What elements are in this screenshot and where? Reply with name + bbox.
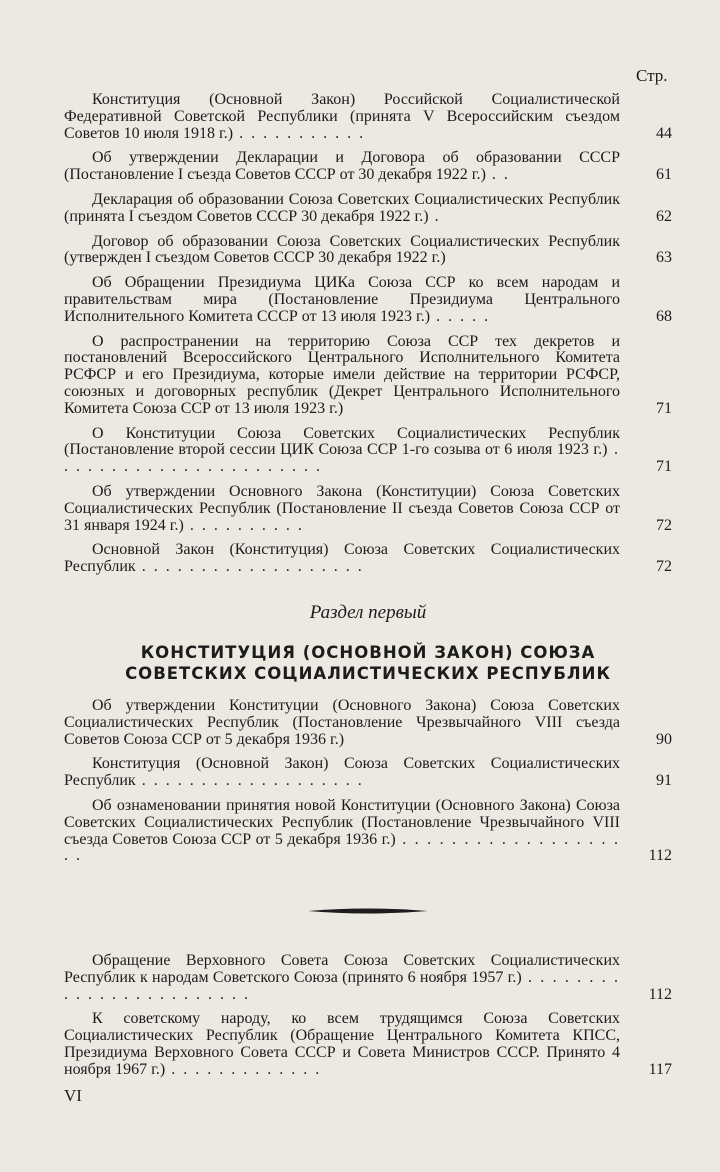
toc-entry — [64, 234, 672, 268]
toc-entry-title-text: О распространении на территорию Союза ССР тех декретов и постановлений Всероссийского Центрального Исполнительного Комитета РСФСР и его Президиума, которые имели действие на территории РСФСР, союзных и договорных республик (Декрет Центрального Исполнительного Комитета Союза ССР от 13 июля 1923 г.) — [64, 332, 620, 417]
toc-leader-dots: . . . . . . . . . . . . . . . . . . . . — [64, 830, 621, 865]
toc-entry-title-text: Основной Закон (Конституция) Союза Советских Социалистических Республик — [64, 541, 620, 576]
section-heading-line-2: СОВЕТСКИХ СОЦИАЛИСТИЧЕСКИХ РЕСПУБЛИК — [125, 663, 611, 683]
toc-entry-title — [64, 756, 672, 790]
toc-entry-page-number: 72 — [656, 516, 672, 534]
ornament-divider-icon — [308, 905, 428, 917]
section-label: Раздел первый — [309, 601, 427, 623]
toc-leader-dots: . . . . . . . . . . . . . . . . . . . — [135, 772, 364, 790]
section-heading — [64, 642, 672, 684]
toc-entry-title — [64, 234, 672, 268]
toc-entry — [64, 426, 672, 476]
toc-group-appendix — [64, 953, 672, 1079]
toc-leader-dots: . . . . . . . . . . . . . — [165, 1060, 322, 1078]
toc-entry-title-text: Конституция (Основной Закон) Российской Социалистической Федеративной Советской Республики (принята V Всероссийским съездом Советов 10 июля 1918 г.) — [64, 91, 620, 142]
toc-entry-title — [64, 192, 672, 226]
toc-entry-page-number: 91 — [656, 772, 672, 790]
toc-entry-title-text: Конституция (Основной Закон) Союза Советских Социалистических Республик — [64, 755, 620, 790]
table-of-contents — [64, 92, 672, 1087]
toc-entry-title-text: К советскому народу, ко всем трудящимся Союза Советских Социалистических Республик (Обращение Центрального Комитета КПСС, Президиума Верховного Совета СССР и Совета Министров СССР. Принято 4 ноября 1967 г.) — [64, 1010, 620, 1078]
toc-entry — [64, 953, 672, 1003]
toc-entry — [64, 275, 672, 325]
toc-entry-title — [64, 334, 672, 418]
toc-entry-title — [64, 953, 672, 1003]
toc-entry — [64, 756, 672, 790]
toc-entry — [64, 192, 672, 226]
toc-leader-dots: . — [428, 207, 441, 225]
toc-entry-title — [64, 484, 672, 534]
toc-entry-title-text: Договор об образовании Союза Советских Социалистических Республик (утвержден I съездом Советов СССР 30 декабря 1922 г.) — [64, 232, 620, 267]
toc-entry-page-number: 62 — [656, 207, 672, 225]
toc-entry-title-text: Об Обращении Президиума ЦИКа Союза ССР ко всем народам и правительствам мира (Постановление Президиума Центрального Исполнительного Комитета СССР от 13 июля 1923 г.) — [64, 274, 620, 325]
toc-entry-page-number: 117 — [648, 1060, 672, 1078]
toc-entry-title — [64, 542, 672, 576]
toc-leader-dots: . . . . . . . . . . — [183, 516, 304, 534]
toc-entry-title — [64, 426, 672, 476]
toc-leader-dots: . . . . . . . . . . . . . . . . . . . — [135, 558, 364, 576]
toc-entry-page-number: 71 — [656, 399, 672, 417]
toc-leader-dots: . . . . . . . . . . . . . . . . . . . . . . . — [64, 441, 621, 476]
toc-entry-title-text: Об утверждении Конституции (Основного Закона) Союза Советских Социалистических Республик (Постановление Чрезвычайного VIII съезда Советов Союза ССР от 5 декабря 1936 г.) — [64, 696, 620, 748]
toc-entry — [64, 698, 672, 748]
toc-entry-title-text: Об утверждении Основного Закона (Конституции) Союза Советских Социалистических Республик (Постановление II съезда Советов Союза ССР от 31 января 1924 г.) — [64, 482, 620, 534]
toc-leader-dots: . . . . . — [430, 307, 491, 325]
toc-entry-page-number: 90 — [656, 730, 672, 748]
toc-leader-dots: . . . . . . . . . . . . . . . . . . . . . . . . — [64, 968, 621, 1003]
toc-entry-title-text: Об ознаменовании принятия новой Конституции (Основного Закона) Союза Советских Социалистических Республик (Постановление Чрезвычайного VIII съезда Советов Союза ССР от 5 декабря 1936 г.) — [64, 796, 620, 848]
page-folio: VI — [64, 1086, 82, 1105]
toc-entry-page-number: 112 — [648, 847, 672, 865]
toc-entry-title-text: О Конституции Союза Советских Социалистических Республик (Постановление второй сессии ЦИК Союза ССР 1-го созыва от 6 июля 1923 г.) — [64, 424, 620, 459]
toc-entry-title — [64, 1011, 672, 1078]
toc-entry-page-number: 68 — [656, 307, 672, 325]
toc-entry-page-number: 112 — [648, 985, 672, 1003]
toc-leader-dots: . . . . . . . . . . . — [233, 124, 366, 142]
toc-entry — [64, 150, 672, 184]
toc-entry-page-number: 63 — [656, 249, 672, 267]
toc-entry-title-text: Обращение Верховного Совета Союза Советских Социалистических Республик к народам Советского Союза (принято 6 ноября 1957 г.) — [64, 952, 620, 986]
toc-group-section-one — [64, 698, 672, 865]
toc-entry-title — [64, 275, 672, 325]
toc-entry — [64, 484, 672, 534]
section-heading-line-1: КОНСТИТУЦИЯ (ОСНОВНОЙ ЗАКОН) СОЮЗА — [140, 642, 596, 662]
toc-entry-title — [64, 798, 672, 865]
toc-entry-title-text: Об утверждении Декларации и Договора об образовании СССР (Постановление I съезда Советов СССР от 30 декабря 1922 г.) — [64, 149, 620, 184]
toc-entry — [64, 92, 672, 142]
toc-group-intro — [64, 92, 672, 576]
toc-entry — [64, 1011, 672, 1078]
toc-entry — [64, 334, 672, 418]
toc-entry-title — [64, 698, 672, 748]
toc-entry-title-text: Декларация об образовании Союза Советских Социалистических Республик (принята I съездом Советов СССР 30 декабря 1922 г.) — [64, 190, 620, 225]
toc-entry-page-number: 72 — [656, 558, 672, 576]
toc-entry-title — [64, 92, 672, 142]
toc-leader-dots: . . — [485, 166, 510, 184]
toc-entry — [64, 798, 672, 865]
page-column-label: Стр. — [636, 66, 668, 85]
toc-entry-title — [64, 150, 672, 184]
toc-entry — [64, 542, 672, 576]
toc-entry-page-number: 44 — [656, 124, 672, 142]
toc-entry-page-number: 61 — [656, 166, 672, 184]
toc-entry-page-number: 71 — [656, 458, 672, 476]
